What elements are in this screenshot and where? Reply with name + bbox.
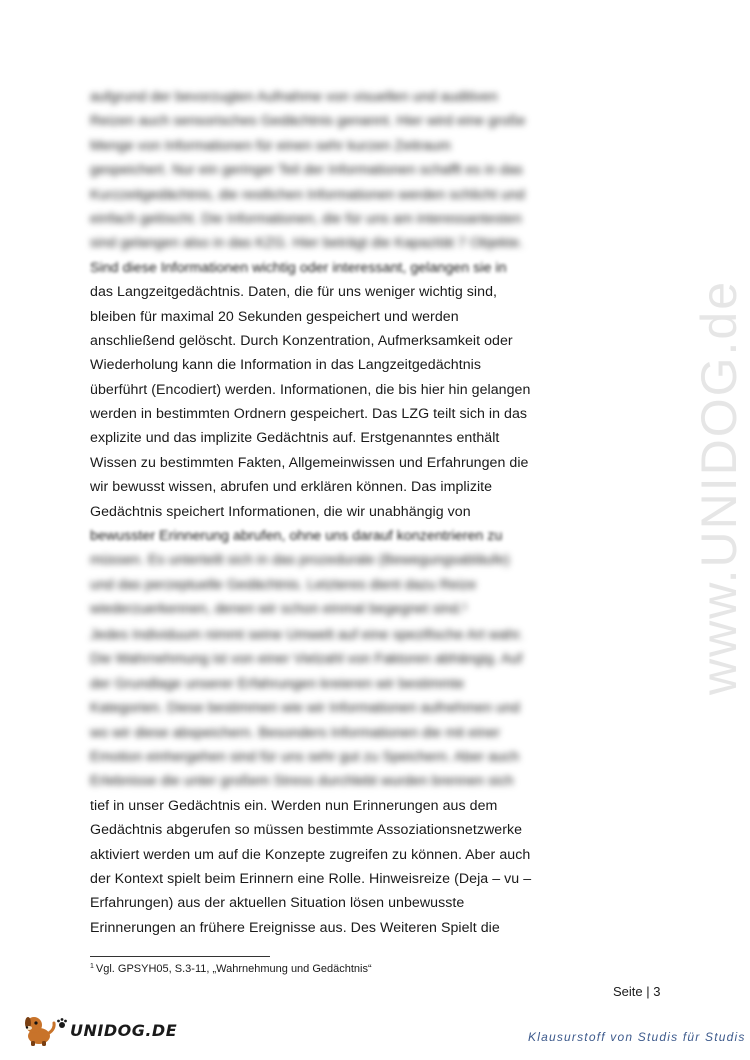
footnote	[90, 963, 372, 975]
text-line: sind gelangen also in das KZG. Hier beträgt die Kapazität 7 Objekte.	[90, 235, 524, 252]
text-line: und das perzeptuelle Gedächtnis. Letzteres dient dazu Reize	[90, 576, 477, 593]
text-line: Gedächtnis speichert Informationen, die wir unabhängig von	[90, 503, 471, 520]
text-line: Reizen auch sensorisches Gedächtnis genannt. Hier wird eine große	[90, 113, 526, 130]
text-line: Erinnerungen an frühere Ereignisse aus. Des Weiteren Spielt die	[90, 919, 500, 936]
text-line: Erfahrungen) aus der aktuellen Situation lösen unbewusste	[90, 895, 465, 912]
text-line: anschließend gelöscht. Durch Konzentration, Aufmerksamkeit oder	[90, 332, 513, 349]
footnote-divider	[90, 956, 270, 957]
text-line: bleiben für maximal 20 Sekunden gespeichert und werden	[90, 308, 459, 325]
text-line: aufgrund der bevorzugten Aufnahme von visuellen und auditiven	[90, 89, 498, 105]
text-line: müssen. Es unterteilt sich in das prozedurale (Bewegungsabläufe)	[90, 552, 510, 569]
text-line: wo wir diese abspeichern. Besonders Informationen die mit einer	[90, 724, 501, 741]
text-line: Wiederholung kann die Information in das Langzeitgedächtnis	[90, 357, 481, 374]
text-line: Jedes Individuum nimmt seine Umwelt auf eine spezifische Art wahr.	[90, 627, 524, 643]
text-line: Emotion einhergehen sind für uns sehr gut zu Speichern. Aber auch	[90, 748, 520, 765]
footnote-number: 1	[90, 963, 94, 970]
text-line: Kategorien. Diese bestimmen wie wir Informationen aufnehmen und	[90, 700, 520, 717]
footnote-text: Vgl. GPSYH05, S.3-11, „Wahrnehmung und Gedächtnis“	[95, 963, 372, 975]
dog-icon	[22, 1012, 58, 1048]
text-line: explizite und das implizite Gedächtnis auf. Erstgenanntes enthält	[90, 430, 500, 447]
text-line: werden in bestimmten Ordnern gespeichert. Das LZG teilt sich in das	[90, 406, 528, 423]
text-line: das Langzeitgedächtnis. Daten, die für uns weniger wichtig sind,	[90, 284, 497, 301]
text-line: bewusster Erinnerung abrufen, ohne uns darauf konzentrieren zu	[90, 528, 503, 545]
text-line: aktiviert werden um auf die Konzepte zugreifen zu können. Aber auch	[90, 846, 531, 863]
tagline: Klausurstoff von Studis für Studis	[528, 1030, 746, 1044]
paragraph-1	[90, 85, 530, 622]
text-line: wir bewusst wissen, abrufen und erklären können. Das implizite	[90, 479, 493, 496]
text-line: Menge von Informationen für einen sehr kurzen Zeitraum	[90, 137, 451, 154]
text-line: Kurzzeitgedächtnis, die restlichen Informationen werden schlicht und	[90, 186, 525, 203]
text-line: Gedächtnis abgerufen so müssen bestimmte Assoziationsnetzwerke	[90, 822, 523, 839]
text-line: Sind diese Informationen wichtig oder interessant, gelangen sie in	[90, 259, 507, 276]
text-line: Erlebnisse die unter großem Stress durchlebt wurden brennen sich	[90, 773, 514, 790]
text-line: überführt (Encodiert) werden. Informationen, die bis hier hin gelangen	[90, 381, 531, 398]
text-line: Die Wahrnehmung ist von einer Vielzahl von Faktoren abhängig. Auf	[90, 651, 523, 668]
text-line: Wissen zu bestimmten Fakten, Allgemeinwissen und Erfahrungen die	[90, 454, 529, 471]
text-line: der Kontext spielt beim Erinnern eine Rolle. Hinweisreize (Deja – vu –	[90, 870, 532, 887]
unidog-logo	[22, 1012, 177, 1048]
page-number: Seite | 3	[613, 984, 661, 999]
text-line: einfach gelöscht. Die Informationen, die für uns am interessantesten	[90, 210, 522, 227]
paw-icon	[56, 1017, 68, 1029]
paragraph-2	[90, 623, 530, 940]
text-line: tief in unser Gedächtnis ein. Werden nun Erinnerungen aus dem	[90, 797, 498, 814]
text-line: der Grundlage unserer Erfahrungen kreieren wir bestimmte	[90, 675, 465, 692]
text-line: gespeichert. Nur ein geringer Teil der Informationen schafft es in das	[90, 162, 523, 179]
watermark: www.UNIDOG.de	[691, 280, 747, 695]
text-line: wiederzuerkennen, denen wir schon einmal begegnet sind.¹	[90, 601, 468, 618]
logo-text: UNIDOG.DE	[70, 1020, 178, 1040]
